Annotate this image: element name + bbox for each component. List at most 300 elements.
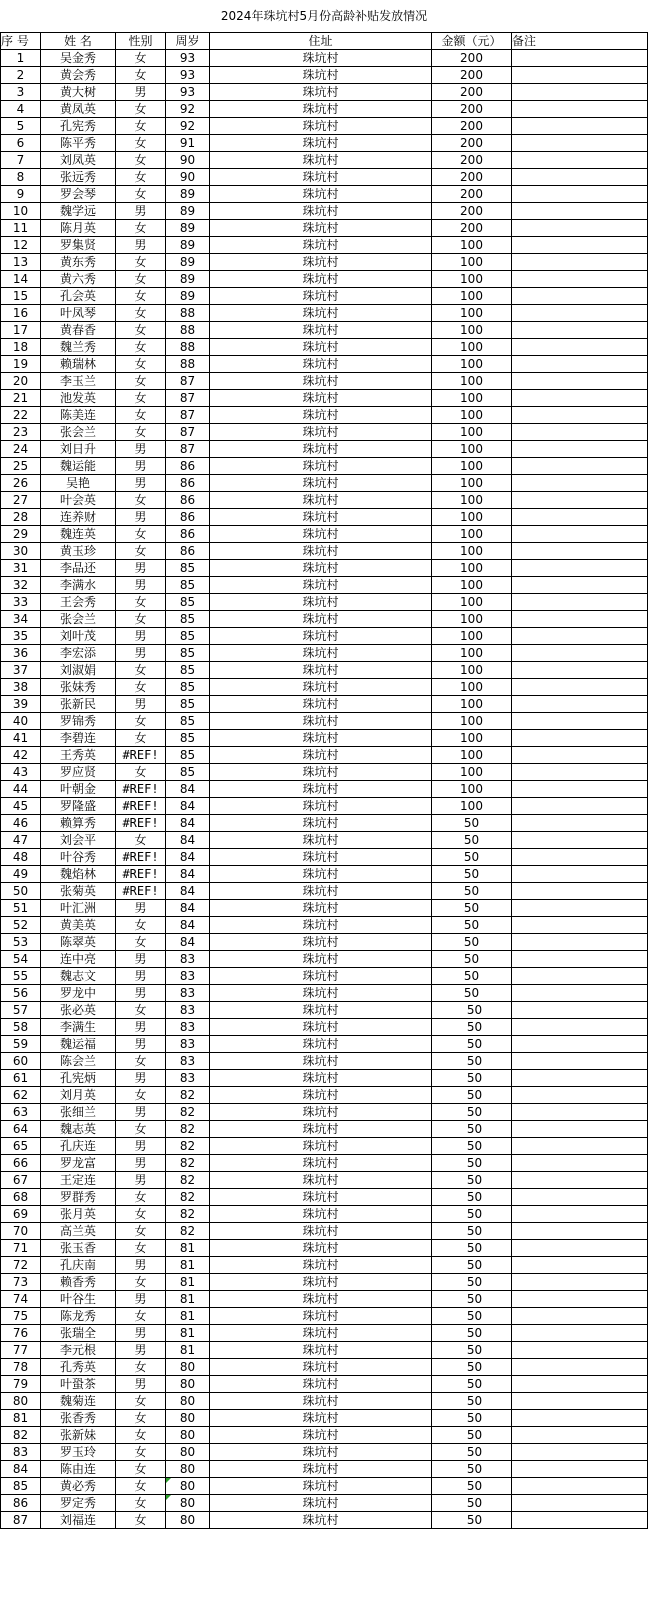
cell-gender[interactable] (116, 1070, 166, 1087)
cell-name[interactable] (41, 1121, 116, 1138)
cell-no[interactable] (1, 1376, 41, 1393)
cell-address[interactable] (210, 849, 432, 866)
cell-amount[interactable] (432, 1121, 512, 1138)
cell-no[interactable] (1, 1427, 41, 1444)
cell-address[interactable] (210, 1512, 432, 1529)
cell-gender[interactable] (116, 1427, 166, 1444)
cell-no[interactable] (1, 1512, 41, 1529)
cell-gender[interactable] (116, 1444, 166, 1461)
cell-age[interactable] (166, 407, 210, 424)
cell-no[interactable] (1, 1257, 41, 1274)
cell-name[interactable] (41, 1138, 116, 1155)
cell-remark[interactable] (512, 356, 648, 373)
cell-amount[interactable] (432, 101, 512, 118)
cell-no[interactable] (1, 50, 41, 67)
cell-name[interactable] (41, 509, 116, 526)
cell-amount[interactable] (432, 696, 512, 713)
cell-amount[interactable] (432, 1291, 512, 1308)
cell-amount[interactable] (432, 186, 512, 203)
cell-amount[interactable] (432, 305, 512, 322)
cell-remark[interactable] (512, 339, 648, 356)
cell-remark[interactable] (512, 101, 648, 118)
cell-no[interactable] (1, 1291, 41, 1308)
cell-address[interactable] (210, 730, 432, 747)
cell-address[interactable] (210, 628, 432, 645)
cell-amount[interactable] (432, 203, 512, 220)
cell-name[interactable] (41, 475, 116, 492)
cell-address[interactable] (210, 815, 432, 832)
cell-amount[interactable] (432, 1002, 512, 1019)
cell-name[interactable] (41, 832, 116, 849)
cell-address[interactable] (210, 934, 432, 951)
cell-remark[interactable] (512, 1104, 648, 1121)
cell-name[interactable] (41, 1461, 116, 1478)
cell-age[interactable] (166, 305, 210, 322)
cell-no[interactable] (1, 1104, 41, 1121)
cell-address[interactable] (210, 883, 432, 900)
cell-remark[interactable] (512, 951, 648, 968)
cell-amount[interactable] (432, 1461, 512, 1478)
cell-no[interactable] (1, 628, 41, 645)
cell-address[interactable] (210, 1223, 432, 1240)
cell-remark[interactable] (512, 1172, 648, 1189)
cell-remark[interactable] (512, 492, 648, 509)
cell-age[interactable] (166, 1121, 210, 1138)
cell-remark[interactable] (512, 1070, 648, 1087)
cell-address[interactable] (210, 407, 432, 424)
cell-no[interactable] (1, 152, 41, 169)
cell-gender[interactable] (116, 1223, 166, 1240)
cell-no[interactable] (1, 1155, 41, 1172)
cell-amount[interactable] (432, 1427, 512, 1444)
cell-no[interactable] (1, 645, 41, 662)
cell-amount[interactable] (432, 1104, 512, 1121)
cell-age[interactable] (166, 883, 210, 900)
cell-age[interactable] (166, 1223, 210, 1240)
cell-no[interactable] (1, 866, 41, 883)
cell-age[interactable] (166, 441, 210, 458)
cell-no[interactable] (1, 611, 41, 628)
cell-address[interactable] (210, 1461, 432, 1478)
cell-remark[interactable] (512, 543, 648, 560)
cell-no[interactable] (1, 662, 41, 679)
cell-age[interactable] (166, 458, 210, 475)
cell-age[interactable] (166, 271, 210, 288)
cell-address[interactable] (210, 968, 432, 985)
cell-address[interactable] (210, 50, 432, 67)
cell-name[interactable] (41, 305, 116, 322)
cell-amount[interactable] (432, 883, 512, 900)
cell-amount[interactable] (432, 1359, 512, 1376)
cell-remark[interactable] (512, 509, 648, 526)
cell-no[interactable] (1, 815, 41, 832)
cell-gender[interactable] (116, 543, 166, 560)
cell-remark[interactable] (512, 67, 648, 84)
cell-remark[interactable] (512, 424, 648, 441)
cell-remark[interactable] (512, 1155, 648, 1172)
cell-gender[interactable] (116, 917, 166, 934)
cell-address[interactable] (210, 169, 432, 186)
cell-name[interactable] (41, 441, 116, 458)
cell-gender[interactable] (116, 1257, 166, 1274)
cell-amount[interactable] (432, 543, 512, 560)
cell-no[interactable] (1, 1002, 41, 1019)
cell-name[interactable] (41, 1189, 116, 1206)
cell-age[interactable] (166, 1461, 210, 1478)
cell-no[interactable] (1, 1495, 41, 1512)
cell-name[interactable] (41, 288, 116, 305)
cell-no[interactable] (1, 1121, 41, 1138)
cell-age[interactable] (166, 237, 210, 254)
cell-no[interactable] (1, 883, 41, 900)
cell-no[interactable] (1, 1342, 41, 1359)
cell-address[interactable] (210, 560, 432, 577)
cell-remark[interactable] (512, 730, 648, 747)
cell-gender[interactable] (116, 866, 166, 883)
cell-name[interactable] (41, 1223, 116, 1240)
cell-address[interactable] (210, 424, 432, 441)
cell-amount[interactable] (432, 1393, 512, 1410)
cell-name[interactable] (41, 713, 116, 730)
cell-remark[interactable] (512, 662, 648, 679)
header-amount[interactable]: 金额（元） (432, 33, 512, 50)
cell-age[interactable] (166, 628, 210, 645)
cell-remark[interactable] (512, 1308, 648, 1325)
cell-age[interactable] (166, 679, 210, 696)
cell-name[interactable] (41, 917, 116, 934)
cell-address[interactable] (210, 951, 432, 968)
cell-name[interactable] (41, 339, 116, 356)
cell-name[interactable] (41, 1053, 116, 1070)
cell-remark[interactable] (512, 1223, 648, 1240)
cell-amount[interactable] (432, 1444, 512, 1461)
cell-no[interactable] (1, 1053, 41, 1070)
cell-gender[interactable] (116, 458, 166, 475)
cell-name[interactable] (41, 1308, 116, 1325)
cell-name[interactable] (41, 543, 116, 560)
cell-name[interactable] (41, 679, 116, 696)
cell-amount[interactable] (432, 628, 512, 645)
cell-amount[interactable] (432, 288, 512, 305)
cell-remark[interactable] (512, 526, 648, 543)
cell-gender[interactable] (116, 764, 166, 781)
cell-remark[interactable] (512, 1495, 648, 1512)
cell-no[interactable] (1, 390, 41, 407)
cell-amount[interactable] (432, 1138, 512, 1155)
cell-gender[interactable] (116, 390, 166, 407)
cell-remark[interactable] (512, 237, 648, 254)
cell-name[interactable] (41, 424, 116, 441)
cell-no[interactable] (1, 1410, 41, 1427)
cell-no[interactable] (1, 730, 41, 747)
cell-amount[interactable] (432, 577, 512, 594)
cell-address[interactable] (210, 458, 432, 475)
cell-age[interactable] (166, 1308, 210, 1325)
cell-name[interactable] (41, 968, 116, 985)
cell-no[interactable] (1, 594, 41, 611)
cell-no[interactable] (1, 1274, 41, 1291)
cell-amount[interactable] (432, 50, 512, 67)
cell-name[interactable] (41, 254, 116, 271)
cell-remark[interactable] (512, 1053, 648, 1070)
cell-address[interactable] (210, 1274, 432, 1291)
cell-address[interactable] (210, 1019, 432, 1036)
cell-address[interactable] (210, 747, 432, 764)
cell-gender[interactable] (116, 1410, 166, 1427)
cell-amount[interactable] (432, 747, 512, 764)
header-address[interactable]: 住址 (210, 33, 432, 50)
cell-address[interactable] (210, 1393, 432, 1410)
cell-address[interactable] (210, 441, 432, 458)
cell-gender[interactable] (116, 934, 166, 951)
cell-amount[interactable] (432, 84, 512, 101)
cell-address[interactable] (210, 1495, 432, 1512)
cell-gender[interactable] (116, 781, 166, 798)
cell-age[interactable] (166, 611, 210, 628)
cell-remark[interactable] (512, 611, 648, 628)
cell-amount[interactable] (432, 67, 512, 84)
cell-address[interactable] (210, 866, 432, 883)
cell-age[interactable] (166, 645, 210, 662)
cell-address[interactable] (210, 1359, 432, 1376)
cell-amount[interactable] (432, 1189, 512, 1206)
cell-amount[interactable] (432, 169, 512, 186)
cell-gender[interactable] (116, 1172, 166, 1189)
cell-gender[interactable] (116, 1495, 166, 1512)
cell-name[interactable] (41, 1444, 116, 1461)
cell-age[interactable] (166, 747, 210, 764)
cell-age[interactable] (166, 1444, 210, 1461)
cell-no[interactable] (1, 1461, 41, 1478)
cell-no[interactable] (1, 577, 41, 594)
cell-remark[interactable] (512, 764, 648, 781)
cell-name[interactable] (41, 696, 116, 713)
cell-no[interactable] (1, 1070, 41, 1087)
cell-amount[interactable] (432, 441, 512, 458)
cell-amount[interactable] (432, 934, 512, 951)
cell-address[interactable] (210, 237, 432, 254)
cell-amount[interactable] (432, 1087, 512, 1104)
cell-gender[interactable] (116, 577, 166, 594)
cell-address[interactable] (210, 1036, 432, 1053)
cell-name[interactable] (41, 220, 116, 237)
cell-address[interactable] (210, 577, 432, 594)
cell-gender[interactable] (116, 679, 166, 696)
cell-gender[interactable] (116, 305, 166, 322)
cell-name[interactable] (41, 1002, 116, 1019)
cell-remark[interactable] (512, 1257, 648, 1274)
cell-gender[interactable] (116, 696, 166, 713)
cell-amount[interactable] (432, 1036, 512, 1053)
cell-gender[interactable] (116, 815, 166, 832)
header-name[interactable]: 姓 名 (41, 33, 116, 50)
cell-gender[interactable] (116, 1325, 166, 1342)
cell-no[interactable] (1, 492, 41, 509)
cell-age[interactable] (166, 849, 210, 866)
cell-remark[interactable] (512, 152, 648, 169)
cell-age[interactable] (166, 1206, 210, 1223)
cell-gender[interactable] (116, 254, 166, 271)
cell-remark[interactable] (512, 679, 648, 696)
cell-remark[interactable] (512, 407, 648, 424)
cell-name[interactable] (41, 781, 116, 798)
cell-age[interactable] (166, 1172, 210, 1189)
cell-address[interactable] (210, 373, 432, 390)
cell-amount[interactable] (432, 526, 512, 543)
cell-name[interactable] (41, 900, 116, 917)
cell-remark[interactable] (512, 390, 648, 407)
cell-address[interactable] (210, 1138, 432, 1155)
cell-age[interactable] (166, 1478, 210, 1495)
cell-gender[interactable] (116, 730, 166, 747)
cell-amount[interactable] (432, 1274, 512, 1291)
cell-age[interactable] (166, 1427, 210, 1444)
cell-gender[interactable] (116, 1342, 166, 1359)
cell-gender[interactable] (116, 662, 166, 679)
cell-age[interactable] (166, 67, 210, 84)
cell-age[interactable] (166, 84, 210, 101)
cell-age[interactable] (166, 917, 210, 934)
cell-gender[interactable] (116, 424, 166, 441)
cell-name[interactable] (41, 1172, 116, 1189)
cell-gender[interactable] (116, 356, 166, 373)
cell-name[interactable] (41, 169, 116, 186)
cell-remark[interactable] (512, 577, 648, 594)
cell-name[interactable] (41, 152, 116, 169)
cell-remark[interactable] (512, 169, 648, 186)
cell-amount[interactable] (432, 254, 512, 271)
cell-amount[interactable] (432, 798, 512, 815)
cell-no[interactable] (1, 407, 41, 424)
cell-gender[interactable] (116, 1359, 166, 1376)
cell-remark[interactable] (512, 373, 648, 390)
cell-no[interactable] (1, 67, 41, 84)
cell-age[interactable] (166, 1019, 210, 1036)
cell-gender[interactable] (116, 169, 166, 186)
cell-address[interactable] (210, 1104, 432, 1121)
cell-amount[interactable] (432, 373, 512, 390)
cell-address[interactable] (210, 1155, 432, 1172)
cell-remark[interactable] (512, 441, 648, 458)
cell-age[interactable] (166, 1325, 210, 1342)
cell-no[interactable] (1, 1087, 41, 1104)
cell-name[interactable] (41, 577, 116, 594)
cell-no[interactable] (1, 798, 41, 815)
cell-no[interactable] (1, 305, 41, 322)
cell-age[interactable] (166, 798, 210, 815)
cell-remark[interactable] (512, 220, 648, 237)
cell-gender[interactable] (116, 1308, 166, 1325)
cell-remark[interactable] (512, 917, 648, 934)
cell-amount[interactable] (432, 1478, 512, 1495)
cell-name[interactable] (41, 645, 116, 662)
cell-name[interactable] (41, 1359, 116, 1376)
cell-age[interactable] (166, 1036, 210, 1053)
cell-age[interactable] (166, 1002, 210, 1019)
cell-gender[interactable] (116, 526, 166, 543)
cell-age[interactable] (166, 696, 210, 713)
cell-gender[interactable] (116, 203, 166, 220)
cell-name[interactable] (41, 186, 116, 203)
cell-age[interactable] (166, 118, 210, 135)
cell-address[interactable] (210, 101, 432, 118)
cell-amount[interactable] (432, 1257, 512, 1274)
cell-no[interactable] (1, 458, 41, 475)
cell-no[interactable] (1, 203, 41, 220)
cell-remark[interactable] (512, 1274, 648, 1291)
cell-no[interactable] (1, 186, 41, 203)
cell-no[interactable] (1, 1308, 41, 1325)
cell-gender[interactable] (116, 1121, 166, 1138)
cell-amount[interactable] (432, 322, 512, 339)
cell-amount[interactable] (432, 611, 512, 628)
cell-gender[interactable] (116, 67, 166, 84)
cell-name[interactable] (41, 1512, 116, 1529)
cell-address[interactable] (210, 798, 432, 815)
cell-name[interactable] (41, 1393, 116, 1410)
cell-amount[interactable] (432, 764, 512, 781)
cell-address[interactable] (210, 1478, 432, 1495)
cell-amount[interactable] (432, 1376, 512, 1393)
cell-address[interactable] (210, 1410, 432, 1427)
cell-gender[interactable] (116, 373, 166, 390)
cell-name[interactable] (41, 50, 116, 67)
cell-gender[interactable] (116, 118, 166, 135)
cell-gender[interactable] (116, 1002, 166, 1019)
cell-gender[interactable] (116, 475, 166, 492)
cell-address[interactable] (210, 356, 432, 373)
cell-address[interactable] (210, 390, 432, 407)
cell-remark[interactable] (512, 815, 648, 832)
cell-remark[interactable] (512, 985, 648, 1002)
cell-remark[interactable] (512, 1461, 648, 1478)
cell-age[interactable] (166, 934, 210, 951)
cell-address[interactable] (210, 900, 432, 917)
cell-name[interactable] (41, 492, 116, 509)
cell-gender[interactable] (116, 339, 166, 356)
cell-amount[interactable] (432, 1325, 512, 1342)
cell-name[interactable] (41, 611, 116, 628)
cell-name[interactable] (41, 1257, 116, 1274)
cell-remark[interactable] (512, 1206, 648, 1223)
cell-name[interactable] (41, 1291, 116, 1308)
cell-gender[interactable] (116, 1189, 166, 1206)
cell-address[interactable] (210, 645, 432, 662)
cell-age[interactable] (166, 1087, 210, 1104)
cell-gender[interactable] (116, 900, 166, 917)
cell-gender[interactable] (116, 492, 166, 509)
cell-remark[interactable] (512, 696, 648, 713)
cell-remark[interactable] (512, 1359, 648, 1376)
cell-amount[interactable] (432, 407, 512, 424)
cell-name[interactable] (41, 866, 116, 883)
cell-no[interactable] (1, 220, 41, 237)
cell-amount[interactable] (432, 458, 512, 475)
cell-remark[interactable] (512, 475, 648, 492)
cell-gender[interactable] (116, 594, 166, 611)
cell-address[interactable] (210, 203, 432, 220)
cell-name[interactable] (41, 271, 116, 288)
cell-gender[interactable] (116, 1376, 166, 1393)
cell-name[interactable] (41, 322, 116, 339)
cell-age[interactable] (166, 968, 210, 985)
cell-name[interactable] (41, 203, 116, 220)
cell-name[interactable] (41, 1070, 116, 1087)
cell-remark[interactable] (512, 305, 648, 322)
cell-name[interactable] (41, 84, 116, 101)
cell-age[interactable] (166, 390, 210, 407)
cell-amount[interactable] (432, 781, 512, 798)
